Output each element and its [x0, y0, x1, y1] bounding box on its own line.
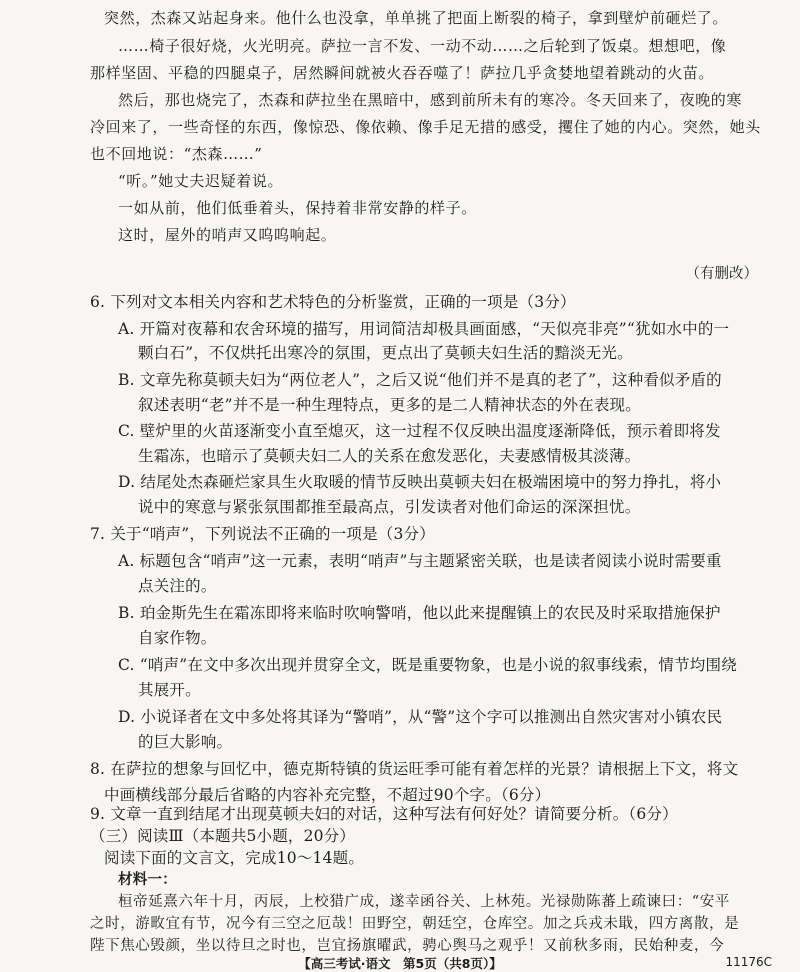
story-paragraph: 也不回地说：“杰森……”: [90, 145, 263, 163]
option-d-cont: 的巨大影响。: [138, 733, 233, 751]
question-stem: 8. 在萨拉的想象与回忆中，德克斯特镇的货运旺季可能有着怎样的光景？请根据上下文，将文: [90, 760, 739, 778]
option-d-cont: 说中的寒意与紧张氛围都推至最高点，引发读者对他们命运的深深担忧。: [138, 498, 641, 516]
story-paragraph: 突然，杰森又站起身来。他什么也没拿，单单挑了把面上断裂的椅子，拿到壁炉前砸烂了。: [104, 9, 729, 27]
section-heading: （三）阅读Ⅲ（本题共5小题，20分）: [90, 827, 356, 845]
story-paragraph: 这时，屋外的哨声又呜呜响起。: [118, 226, 337, 244]
question-stem-cont: 中画横线部分最后省略的内容补充完整，不超过90个字。（6分）: [104, 786, 551, 804]
question-stem: 6. 下列对文本相关内容和艺术特色的分析鉴赏，正确的一项是（3分）: [90, 293, 576, 311]
question-stem: 7. 关于“哨声”，下列说法不正确的一项是（3分）: [90, 525, 435, 543]
classical-text-line: 陛下焦心毁颜，坐以待旦之时也，岂宜扬旗曜武，骋心舆马之观乎！又前秋多雨，民始种麦，今: [90, 938, 725, 954]
option-b-cont: 叙述表明“老”并不是一种生理特点，更多的是二人精神状态的外在表现。: [138, 396, 641, 414]
story-paragraph: 那样坚固、平稳的四腿桌子，居然瞬间就被火吞吞噬了！萨拉几乎贪婪地望着跳动的火苗。: [90, 64, 715, 82]
option-a-cont: 点关注的。: [138, 577, 217, 595]
option-c: C. “哨声”在文中多次出现并贯穿全文，既是重要物象，也是小说的叙事线索，情节均围绕: [118, 656, 737, 674]
option-b: B. 珀金斯先生在霜冻即将来临时吹响警哨，他以此来提醒镇上的农民及时采取措施保护: [118, 604, 721, 622]
option-c-cont: 其展开。: [138, 681, 201, 699]
option-d: D. 结尾处杰森砸烂家具生火取暖的情节反映出莫顿夫妇在极端困境中的努力挣扎，将小: [118, 473, 722, 491]
option-c: C. 壁炉里的火苗逐渐变小直至熄灭，这一过程不仅反映出温度逐渐降低，预示着即将发: [118, 422, 721, 440]
option-b: B. 文章先称莫顿夫妇为“两位老人”，之后又说“他们并不是真的老了”，这种看似矛盾的: [118, 371, 722, 389]
story-paragraph: “听。”她丈夫迟疑着说。: [118, 172, 284, 190]
page-footer: 【高三考试·语文 第5页（共8页）】: [298, 956, 502, 971]
question-9: 9. 文章一直到结尾才出现莫顿夫妇的对话，这种写法有何好处？请简要分析。（6分）: [90, 805, 678, 823]
exam-code: 11176C: [725, 955, 772, 969]
option-a: A. 开篇对夜幕和农舍环境的描写，用词简洁却极具画面感，“天似亮非亮”“犹如水中的一: [118, 320, 730, 338]
option-d: D. 小说译者在文中多处将其译为“警哨”，从“警”这个字可以推测出自然灾害对小镇农民: [118, 708, 723, 726]
option-c-cont: 生霜冻，也暗示了莫顿夫妇二人的关系在愈发恶化，夫妻感情极其淡薄。: [138, 447, 641, 465]
material-label: 材料一：: [118, 872, 177, 888]
classical-text-line: 桓帝延熹六年十月，丙辰，上校猎广成，遂幸函谷关、上林苑。光禄勋陈蕃上疏谏曰：“安平: [118, 894, 731, 910]
story-paragraph: 一如从前，他们低垂着头，保持着非常安静的样子。: [118, 199, 477, 217]
option-a-cont: 颗白石”，不仅烘托出寒冷的氛围，更点出了莫顿夫妇生活的黯淡无光。: [138, 344, 633, 362]
story-paragraph: 然后，那也烧完了，杰森和萨拉坐在黑暗中，感到前所未有的寒冷。冬天回来了，夜晚的寒: [118, 91, 743, 109]
classical-text-line: 之时，游畋宜有节，况今有三空之厄哉！田野空，朝廷空，仓库空。加之兵戎未戢，四方离散，是: [90, 916, 740, 932]
option-a: A. 标题包含“哨声”这一元素，表明“哨声”与主题紧密关联，也是读者阅读小说时需要重: [118, 552, 722, 570]
story-paragraph: 冷回来了，一些奇怪的东西，像惊恐、像依赖、像手足无措的感受，攫住了她的内心。突然，她头: [90, 118, 761, 136]
option-b-cont: 自家作物。: [138, 629, 217, 647]
section-instruction: 阅读下面的文言文，完成10～14题。: [104, 849, 365, 867]
source-note: （有删改）: [685, 266, 758, 282]
story-paragraph: ……椅子很好烧，火光明亮。萨拉一言不发、一动不动……之后轮到了饭桌。想想吧，像: [118, 37, 727, 55]
